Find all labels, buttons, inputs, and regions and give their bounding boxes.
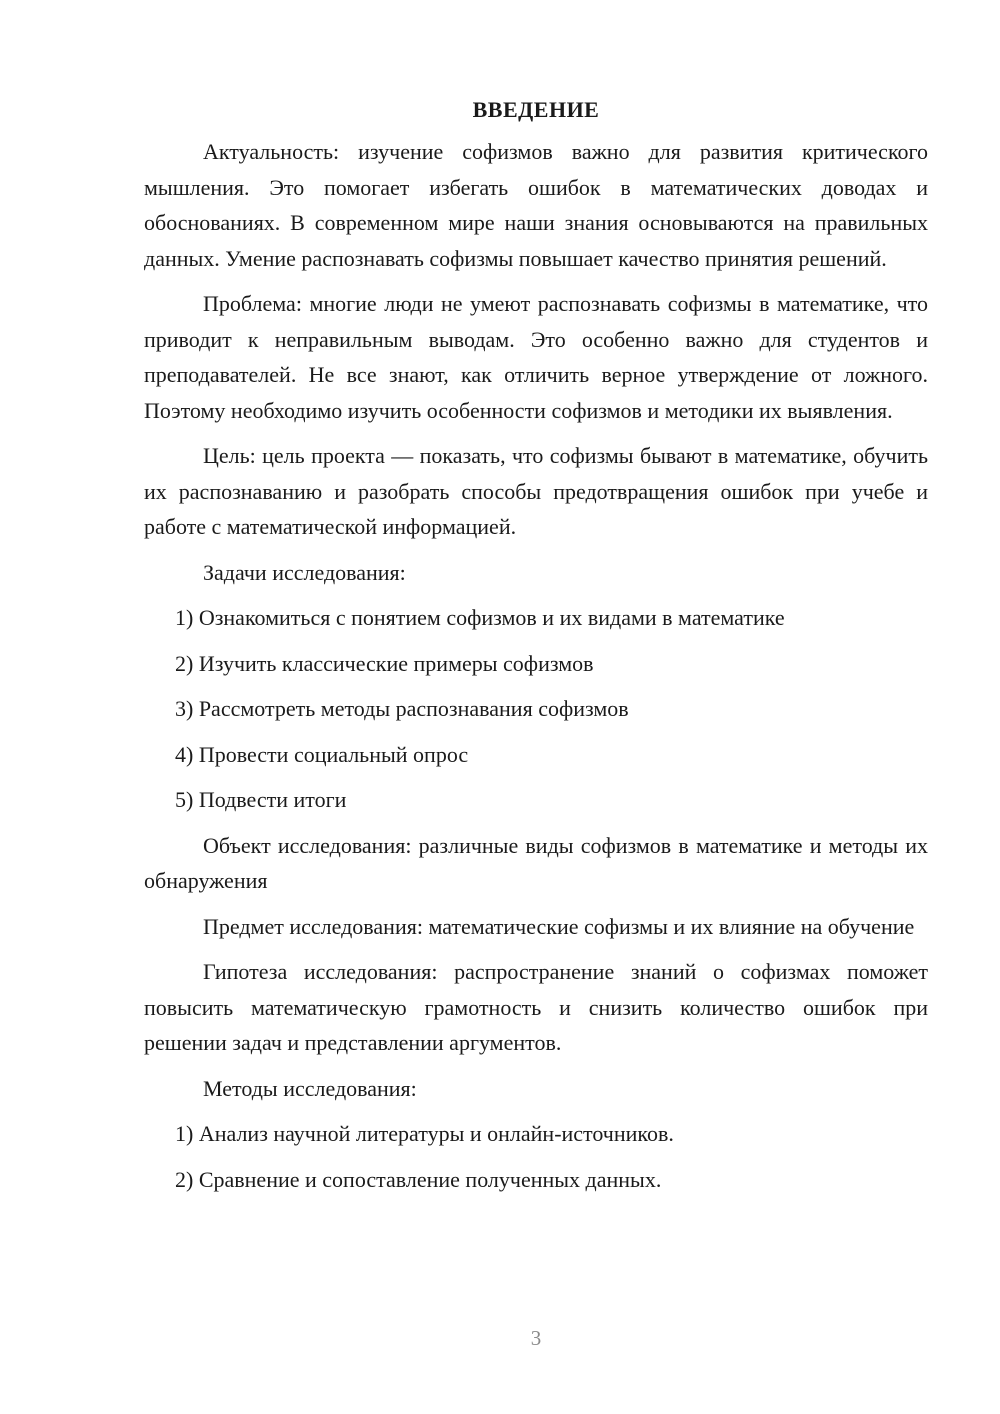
hypothesis-paragraph: Гипотеза исследования: распространение знаний о софизмах поможет повысить математическую грамотность и снизить количество ошибок при решении задач и представлении аргументов. — [144, 959, 928, 1055]
task-item: 2) Изучить классические примеры софизмов — [175, 650, 594, 676]
task-item: 5) Подвести итоги — [175, 787, 347, 812]
task-item: 4) Провести социальный опрос — [175, 741, 469, 767]
section-title: ВВЕДЕНИЕ — [472, 97, 600, 122]
tasks-heading: Задачи исследования: — [203, 559, 406, 585]
method-item: 2) Сравнение и сопоставление полученных данных. — [175, 1166, 662, 1192]
object-paragraph: Объект исследования: различные виды софизмов в математике и методы их обнаружения — [144, 832, 928, 893]
method-item: 1) Анализ научной литературы и онлайн-источников. — [175, 1121, 674, 1146]
goal-paragraph: Цель: цель проекта — показать, что софизмы бывают в математике, обучить их распознаванию и разобрать способы предотвращения ошибок при учебе и работе с математической информацией. — [144, 443, 928, 539]
problem-paragraph: Проблема: многие люди не умеют распознавать софизмы в математике, что приводит к неправильным выводам. Это особенно важно для студентов и преподавателей. Не все знают, как отличить верное утверждение от ложного. Поэтому необходимо изучить особенности софизмов и методики их выявления. — [144, 291, 928, 423]
methods-heading: Методы исследования: — [203, 1075, 417, 1101]
page-number: 3 — [530, 1326, 542, 1350]
tasks-list — [144, 600, 928, 818]
methods-list — [144, 1116, 928, 1197]
task-item: 3) Рассмотреть методы распознавания софизмов — [175, 696, 629, 721]
task-item: 1) Ознакомиться с понятием софизмов и их видами в математике — [175, 605, 785, 630]
subject-paragraph: Предмет исследования: математические софизмы и их влияние на обучение — [203, 913, 915, 939]
document-page — [144, 90, 928, 1207]
relevance-paragraph: Актуальность: изучение софизмов важно для развития критического мышления. Это помогает избегать ошибок в математических доводах и обоснованиях. В современном мире наши знания основываются на правильных данных. Умение распознавать софизмы повышает качество принятия решений. — [144, 139, 928, 271]
